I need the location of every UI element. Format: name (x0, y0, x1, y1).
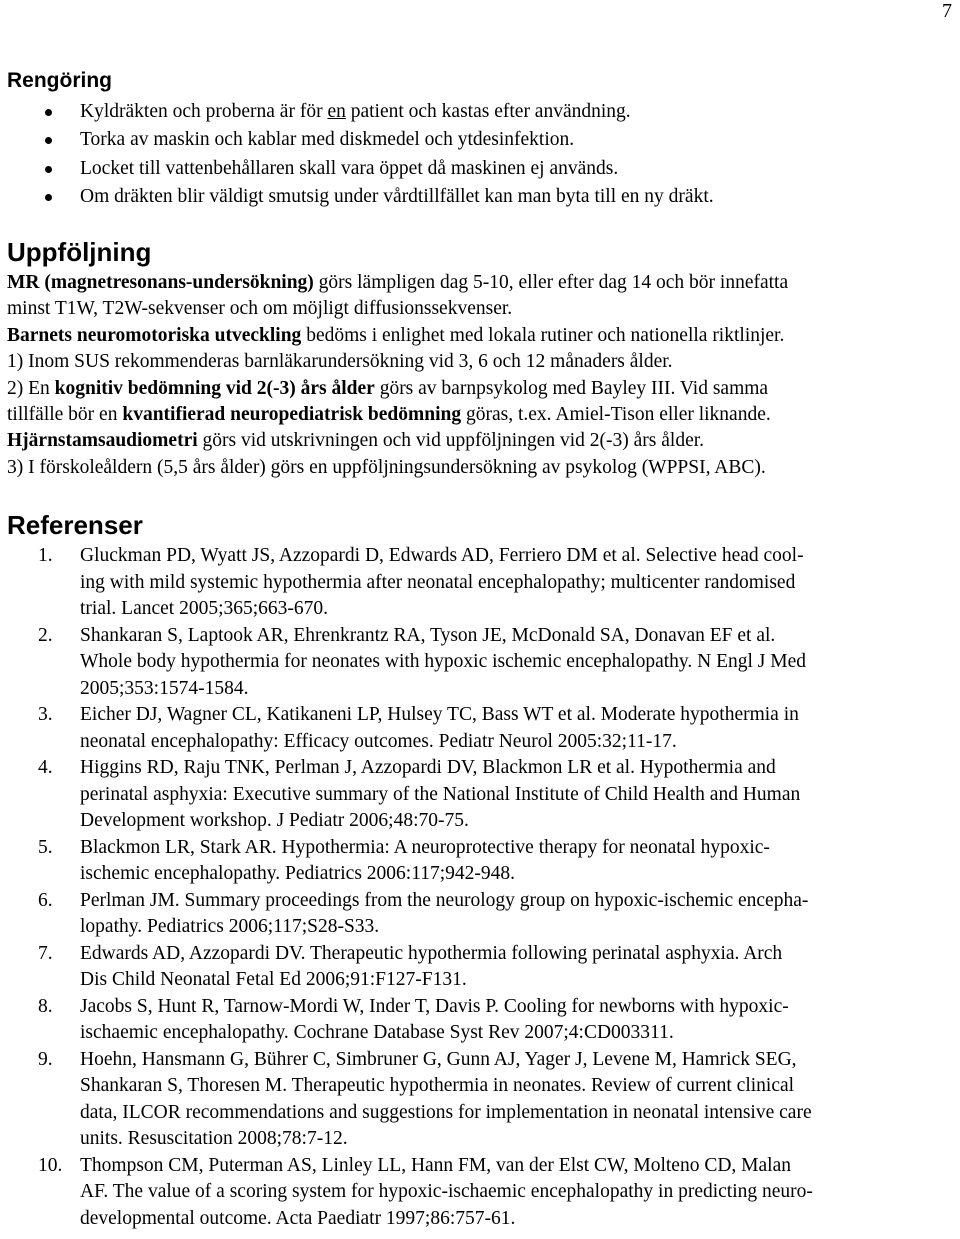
bold-text: Barnets neuromotoriska utveckling (7, 324, 302, 346)
reference-number: 4. (38, 757, 53, 778)
reference-item (0, 702, 950, 755)
reference-text-line: Higgins RD, Raju TNK, Perlman J, Azzopardi DV, Blackmon LR et al. Hypothermia and (80, 757, 776, 778)
rengoring-bullet-list (0, 98, 714, 212)
bold-text: kvantifierad neuropediatrisk bedömning (122, 404, 462, 426)
reference-list (0, 543, 950, 1232)
reference-number: 7. (38, 942, 53, 964)
paragraph-text: görs vid utskrivningen och vid uppföljningen vid 2(-3) års ålder. (197, 430, 705, 452)
reference-number: 2. (38, 624, 53, 646)
bullet-icon (45, 137, 52, 144)
reference-item (0, 1047, 950, 1153)
reference-text-line: Perlman JM. Summary proceedings from the neurology group on hypoxic-ischemic encepha- (80, 889, 809, 911)
reference-item (0, 888, 950, 941)
bullet-icon (45, 166, 52, 173)
reference-text-line: Jacobs S, Hunt R, Tarnow-Mordi W, Inder T, Davis P. Cooling for newborns with hypoxic- (80, 995, 789, 1017)
reference-text-line: perinatal asphyxia: Executive summary of the National Institute of Child Health and Human (80, 783, 801, 805)
paragraph-text: 3) I förskoleåldern (5,5 års ålder) görs en uppföljningsundersökning av psykolog (WPPSI, ABC). (7, 456, 766, 478)
bullet-text: Kyldräkten och proberna är för (80, 101, 328, 122)
bullet-text-underlined: en (327, 101, 346, 122)
paragraph (7, 376, 952, 402)
bullet-text: Torka av maskin och kablar med diskmedel och ytdesinfektion. (80, 129, 575, 151)
section-title-referenser: Referenser (7, 510, 143, 540)
reference-text-line: Whole body hypothermia for neonates with hypoxic ischemic encephalopathy. N Engl J Med (80, 651, 807, 672)
reference-text-line: Blackmon LR, Stark AR. Hypothermia: A neuroprotective therapy for neonatal hypoxic- (80, 836, 770, 858)
paragraph (7, 349, 952, 375)
paragraph-text: 2) En (7, 377, 55, 399)
paragraph (7, 296, 952, 322)
reference-text-line: data, ILCOR recommendations and suggestions for implementation in neonatal intensive care (80, 1101, 812, 1123)
reference-text-line: neonatal encephalopathy: Efficacy outcomes. Pediatr Neurol 2005:32;11-17. (80, 730, 677, 752)
uppfoljning-body (7, 270, 952, 481)
bullet-text: patient och kastas efter användning. (345, 101, 631, 122)
reference-number: 8. (38, 995, 53, 1017)
bullet-text: Om dräkten blir väldigt smutsig under vårdtillfället kan man byta till en ny dräkt. (80, 186, 714, 208)
reference-number: 6. (38, 889, 53, 911)
list-item (0, 183, 714, 211)
section-title-uppfoljning: Uppföljning (7, 237, 152, 267)
paragraph-text: görs lämpligen dag 5-10, eller efter dag 14 och bör innefatta (313, 272, 789, 293)
page-number: 7 (942, 0, 952, 22)
reference-text-line: Thompson CM, Puterman AS, Linley LL, Hann FM, van der Elst CW, Molteno CD, Malan (80, 1154, 791, 1176)
bullet-icon (45, 194, 52, 201)
paragraph (7, 402, 952, 428)
reference-text-line: ischemic encephalopathy. Pediatrics 2006:117;942-948. (80, 863, 516, 884)
bold-text: Hjärnstamsaudiometri (7, 430, 198, 452)
bullet-text: Locket till vattenbehållaren skall vara öppet då maskinen ej används. (80, 157, 619, 179)
reference-number: 9. (38, 1048, 53, 1070)
reference-text-line: trial. Lancet 2005;365;663-670. (80, 598, 329, 619)
reference-text-line: Shankaran S, Thoresen M. Therapeutic hypothermia in neonates. Review of current clinical (80, 1075, 795, 1096)
reference-number: 10. (38, 1154, 63, 1176)
reference-text-line: AF. The value of a scoring system for hypoxic-ischaemic encephalopathy in predicting neuro- (80, 1181, 813, 1202)
reference-text-line: developmental outcome. Acta Paediatr 1997;86:757-61. (80, 1207, 516, 1229)
list-item (0, 155, 714, 183)
bold-text: MR (magnetresonans-undersökning) (7, 272, 314, 293)
paragraph-text: göras, t.ex. Amiel-Tison eller liknande. (461, 404, 771, 426)
paragraph-text: tillfälle bör en (7, 404, 123, 426)
reference-text-line: Dis Child Neonatal Fetal Ed 2006;91:F127-F131. (80, 969, 467, 990)
reference-number: 5. (38, 836, 53, 858)
reference-item (0, 994, 950, 1047)
paragraph-text: bedöms i enlighet med lokala rutiner och nationella riktlinjer. (301, 324, 785, 346)
paragraph (7, 323, 952, 349)
bold-text: kognitiv bedömning vid 2(-3) års ålder (54, 377, 375, 399)
reference-text-line: Eicher DJ, Wagner CL, Katikaneni LP, Hulsey TC, Bass WT et al. Moderate hypothermia in (80, 704, 799, 725)
reference-item (0, 543, 950, 623)
reference-text-line: Gluckman PD, Wyatt JS, Azzopardi D, Edwards AD, Ferriero DM et al. Selective head cool- (80, 545, 804, 566)
section-title-rengoring: Rengöring (7, 69, 112, 92)
reference-text-line: Hoehn, Hansmann G, Bührer C, Simbruner G, Gunn AJ, Yager J, Levene M, Hamrick SEG, (80, 1048, 797, 1070)
reference-text-line: Shankaran S, Laptook AR, Ehrenkrantz RA, Tyson JE, McDonald SA, Donavan EF et al. (80, 624, 776, 646)
list-item (0, 98, 714, 126)
reference-item (0, 755, 950, 835)
reference-text-line: Development workshop. J Pediatr 2006;48:70-75. (80, 810, 469, 831)
paragraph (7, 455, 952, 481)
paragraph-text: görs av barnpsykolog med Bayley III. Vid samma (374, 377, 769, 399)
paragraph (7, 270, 952, 296)
reference-text-line: units. Resuscitation 2008;78:7-12. (80, 1128, 348, 1149)
list-item (0, 126, 714, 154)
paragraph-text: minst T1W, T2W-sekvenser och om möjligt diffusionssekvenser. (7, 298, 513, 320)
reference-item (0, 941, 950, 994)
reference-text-line: lopathy. Pediatrics 2006;117;S28-S33. (80, 916, 380, 937)
paragraph (7, 428, 952, 454)
paragraph-text: 1) Inom SUS rekommenderas barnläkarundersökning vid 3, 6 och 12 månaders ålder. (7, 351, 673, 373)
reference-text-line: ischaemic encephalopathy. Cochrane Database Syst Rev 2007;4:CD003311. (80, 1022, 674, 1043)
reference-item (0, 623, 950, 703)
reference-text-line: Edwards AD, Azzopardi DV. Therapeutic hypothermia following perinatal asphyxia. Arch (80, 942, 783, 964)
reference-item (0, 1153, 950, 1233)
bullet-icon (45, 109, 52, 116)
reference-text-line: ing with mild systemic hypothermia after neonatal encephalopathy; multicenter randomised (80, 571, 796, 593)
reference-number: 1. (38, 545, 53, 566)
reference-number: 3. (38, 704, 53, 725)
reference-item (0, 835, 950, 888)
reference-text-line: 2005;353:1574-1584. (80, 677, 249, 699)
